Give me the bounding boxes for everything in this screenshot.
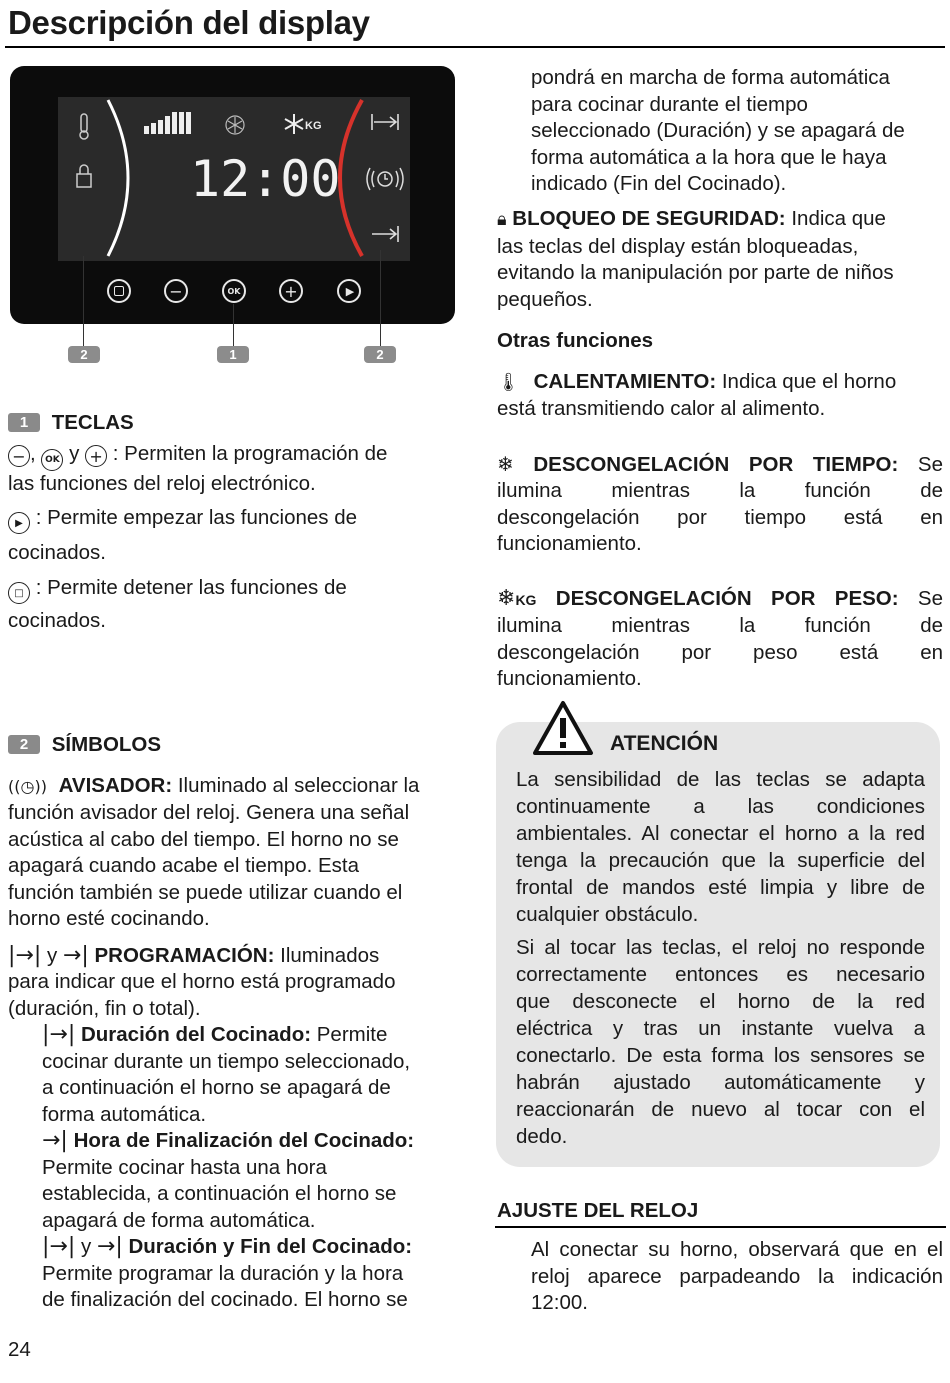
display-clock: 12:00: [190, 150, 341, 208]
teclas-heading: TECLAS: [51, 411, 134, 434]
duration-icon: |→|: [42, 1234, 76, 1259]
body-text: eléctrica y tras un instante vuelva a: [516, 1017, 925, 1040]
body-text: seleccionado (Duración) y se apagará de: [531, 119, 905, 142]
otras-heading: Otras funciones: [497, 329, 654, 352]
body-text: horno esté cocinando.: [8, 907, 210, 930]
body-text: Iluminados: [280, 943, 380, 967]
callout-line: [233, 304, 234, 346]
body-text: Se: [917, 452, 943, 476]
bloqueo-title: BLOQUEO DE SEGURIDAD:: [512, 207, 786, 230]
body-text: ilumina mientras la función de: [497, 479, 943, 502]
plus-button[interactable]: [279, 279, 303, 303]
body-text: a continuación el horno se apagará de: [42, 1076, 391, 1099]
defrost-time-icon: ❄: [497, 451, 514, 476]
callout-badge: 1: [217, 346, 249, 363]
body-text: descongelación por peso está en: [497, 640, 943, 664]
duration-icon: |→|: [42, 1022, 76, 1047]
continuation-text: [531, 65, 941, 198]
body-text: las teclas del display están bloqueadas,: [497, 234, 859, 258]
stop-button[interactable]: [107, 279, 131, 303]
start-button[interactable]: [337, 279, 361, 303]
body-text: forma automática.: [42, 1102, 207, 1126]
body-text: ilumina mientras la función de: [497, 614, 943, 637]
body-text: continuamente a las condiciones: [516, 795, 925, 818]
duration-icon: |→|: [8, 942, 42, 968]
ok-icon: OK: [41, 449, 63, 471]
duracion-fin-title: Duración y Fin del Cocinado:: [128, 1235, 413, 1258]
body-text: indicado (Fin del Cocinado).: [531, 172, 787, 195]
descongelacion-peso-title: DESCONGELACIÓN POR PESO:: [555, 586, 899, 610]
end-time-icon: →|: [96, 1234, 123, 1259]
programacion-title: PROGRAMACIÓN:: [94, 943, 275, 967]
body-text: descongelación por tiempo está en: [497, 505, 943, 529]
attention-title: ATENCIÓN: [610, 732, 719, 755]
descongelacion-tiempo-title: DESCONGELACIÓN POR TIEMPO:: [533, 452, 899, 476]
plus-icon: +: [85, 445, 107, 467]
comma: ,: [30, 441, 36, 465]
attention-text: [516, 766, 925, 1150]
end-time-icon: →|: [42, 1128, 68, 1153]
body-text: pondrá en marcha de forma automática: [531, 66, 890, 89]
callout-badge: 2: [364, 346, 396, 363]
kg-label: KG: [305, 120, 322, 132]
teclas-text: cocinados.: [8, 608, 107, 632]
body-text: frontal de mandos esté limpia y libre de: [516, 876, 925, 899]
body-text: dedo.: [516, 1125, 568, 1148]
body-text: que desconecte el horno de la red: [516, 990, 925, 1013]
duracion-title: Duración del Cocinado:: [80, 1023, 312, 1046]
body-text: apagará cuando acabe el tiempo. Esta: [8, 854, 360, 877]
body-text: forma automática a la hora que le haya: [531, 145, 887, 169]
bloqueo-section: [497, 206, 941, 313]
section-badge: 1: [8, 413, 40, 432]
body-text: 12:00.: [531, 1291, 588, 1314]
body-text: Indica que el horno: [721, 369, 897, 393]
body-text: de finalización del cocinado. El horno se: [42, 1288, 408, 1311]
ajuste-heading: AJUSTE DEL RELOJ: [497, 1199, 699, 1222]
title-divider: [5, 46, 945, 48]
alarm-icon: ((◷)): [8, 776, 47, 796]
body-text: reloj aparece parpadeando la indicación: [531, 1264, 943, 1288]
body-text: tenga la precaución que la superficie del: [516, 849, 925, 872]
body-text: Al conectar su horno, observará que en el: [531, 1238, 943, 1261]
play-icon: ▶: [8, 512, 30, 534]
minus-icon: −: [8, 445, 30, 467]
body-text: La sensibilidad de las teclas se adapta: [516, 768, 925, 791]
body-text: Permite: [316, 1023, 388, 1046]
body-text: para indicar que el horno está programado: [8, 970, 396, 993]
teclas-section: [8, 410, 448, 634]
otras-section: [497, 328, 943, 693]
conjunction: y: [80, 1235, 92, 1258]
right-arc: [340, 100, 362, 256]
body-text: función avisador del reloj. Genera una señal: [8, 801, 410, 824]
body-text: cocinar durante un tiempo seleccionado,: [42, 1049, 411, 1073]
play-icon: ▶: [345, 284, 355, 298]
body-text: acústica al cabo del tiempo. El horno no se: [8, 827, 399, 851]
thermometer-icon: [80, 114, 88, 139]
body-text: cualquier obstáculo.: [516, 903, 699, 926]
lock-icon: [77, 165, 91, 187]
section-badge: 2: [8, 735, 40, 754]
body-text: (duración, fin o total).: [8, 996, 201, 1020]
body-text: está transmitiendo calor al alimento.: [497, 397, 826, 420]
body-text: Iluminado al seleccionar la: [177, 773, 420, 797]
stop-icon: □: [8, 582, 30, 604]
body-text: ambientales. Al conectar el horno a la red: [516, 822, 925, 845]
teclas-text: : Permite empezar las funciones de: [35, 506, 358, 529]
finalizacion-title: Hora de Finalización del Cocinado:: [73, 1129, 415, 1152]
calentamiento-title: CALENTAMIENTO:: [533, 369, 717, 393]
callout-line: [380, 250, 381, 346]
body-text: pequeños.: [497, 287, 593, 311]
body-text: funcionamiento.: [497, 532, 642, 555]
body-text: reaccionarán de nuevo al tocar con el: [516, 1098, 925, 1121]
body-text: Indica que: [791, 207, 886, 230]
warning-icon: [532, 700, 594, 756]
body-text: Si al tocar las teclas, el reloj no responde: [516, 936, 925, 959]
page-number: 24: [8, 1338, 31, 1361]
lock-icon: 🔒︎: [497, 209, 507, 230]
power-level-icon: [144, 112, 191, 134]
body-text: Se: [917, 586, 943, 610]
ok-button[interactable]: OK: [222, 279, 246, 303]
defrost-time-icon: [226, 116, 244, 134]
section-divider: [495, 1226, 946, 1228]
body-text: función también se puede utilizar cuando el: [8, 880, 403, 904]
body-text: habrán ajustado automáticamente y: [516, 1071, 925, 1094]
body-text: evitando la manipulación por parte de niños: [497, 261, 894, 284]
minus-icon: −: [169, 281, 183, 301]
end-time-icon: [372, 226, 398, 242]
minus-button[interactable]: [164, 279, 188, 303]
body-text: conectarlo. De esta forma los sensores se: [516, 1044, 925, 1067]
snowflake-icon: [285, 114, 303, 134]
body-text: Permite cocinar hasta una hora: [42, 1155, 327, 1179]
teclas-text: : Permiten la programación de: [112, 441, 388, 465]
conjunction: y: [46, 943, 58, 967]
alarm-icon: [367, 168, 403, 190]
teclas-text: las funciones del reloj electrónico.: [8, 471, 316, 495]
body-text: para cocinar durante el tiempo: [531, 92, 808, 116]
body-text: apagará de forma automática.: [42, 1208, 316, 1232]
callout-badge: 2: [68, 346, 100, 363]
snowflake-icon: ❄: [497, 585, 516, 611]
body-text: correctamente entonces es necesario: [516, 963, 925, 986]
duration-icon: [372, 114, 398, 130]
teclas-text: cocinados.: [8, 541, 107, 564]
page-title: Descripción del display: [8, 4, 370, 41]
simbolos-heading: SÍMBOLOS: [51, 733, 162, 756]
body-text: Permite programar la duración y la hora: [42, 1261, 404, 1285]
stop-icon: [114, 286, 124, 296]
end-time-icon: →|: [62, 942, 89, 968]
ajuste-text: [531, 1237, 943, 1317]
left-arc: [108, 100, 128, 256]
teclas-text: : Permite detener las funciones de: [35, 575, 347, 599]
conjunction: y: [69, 441, 80, 465]
body-text: establecida, a continuación el horno se: [42, 1182, 397, 1205]
kg-label: KG: [515, 591, 537, 608]
thermometer-icon: 🌡︎: [497, 371, 520, 393]
plus-icon: +: [284, 281, 298, 301]
body-text: funcionamiento.: [497, 667, 642, 690]
callout-line: [83, 256, 84, 346]
simbolos-section: [8, 732, 453, 1314]
avisador-title: AVISADOR:: [58, 773, 173, 797]
